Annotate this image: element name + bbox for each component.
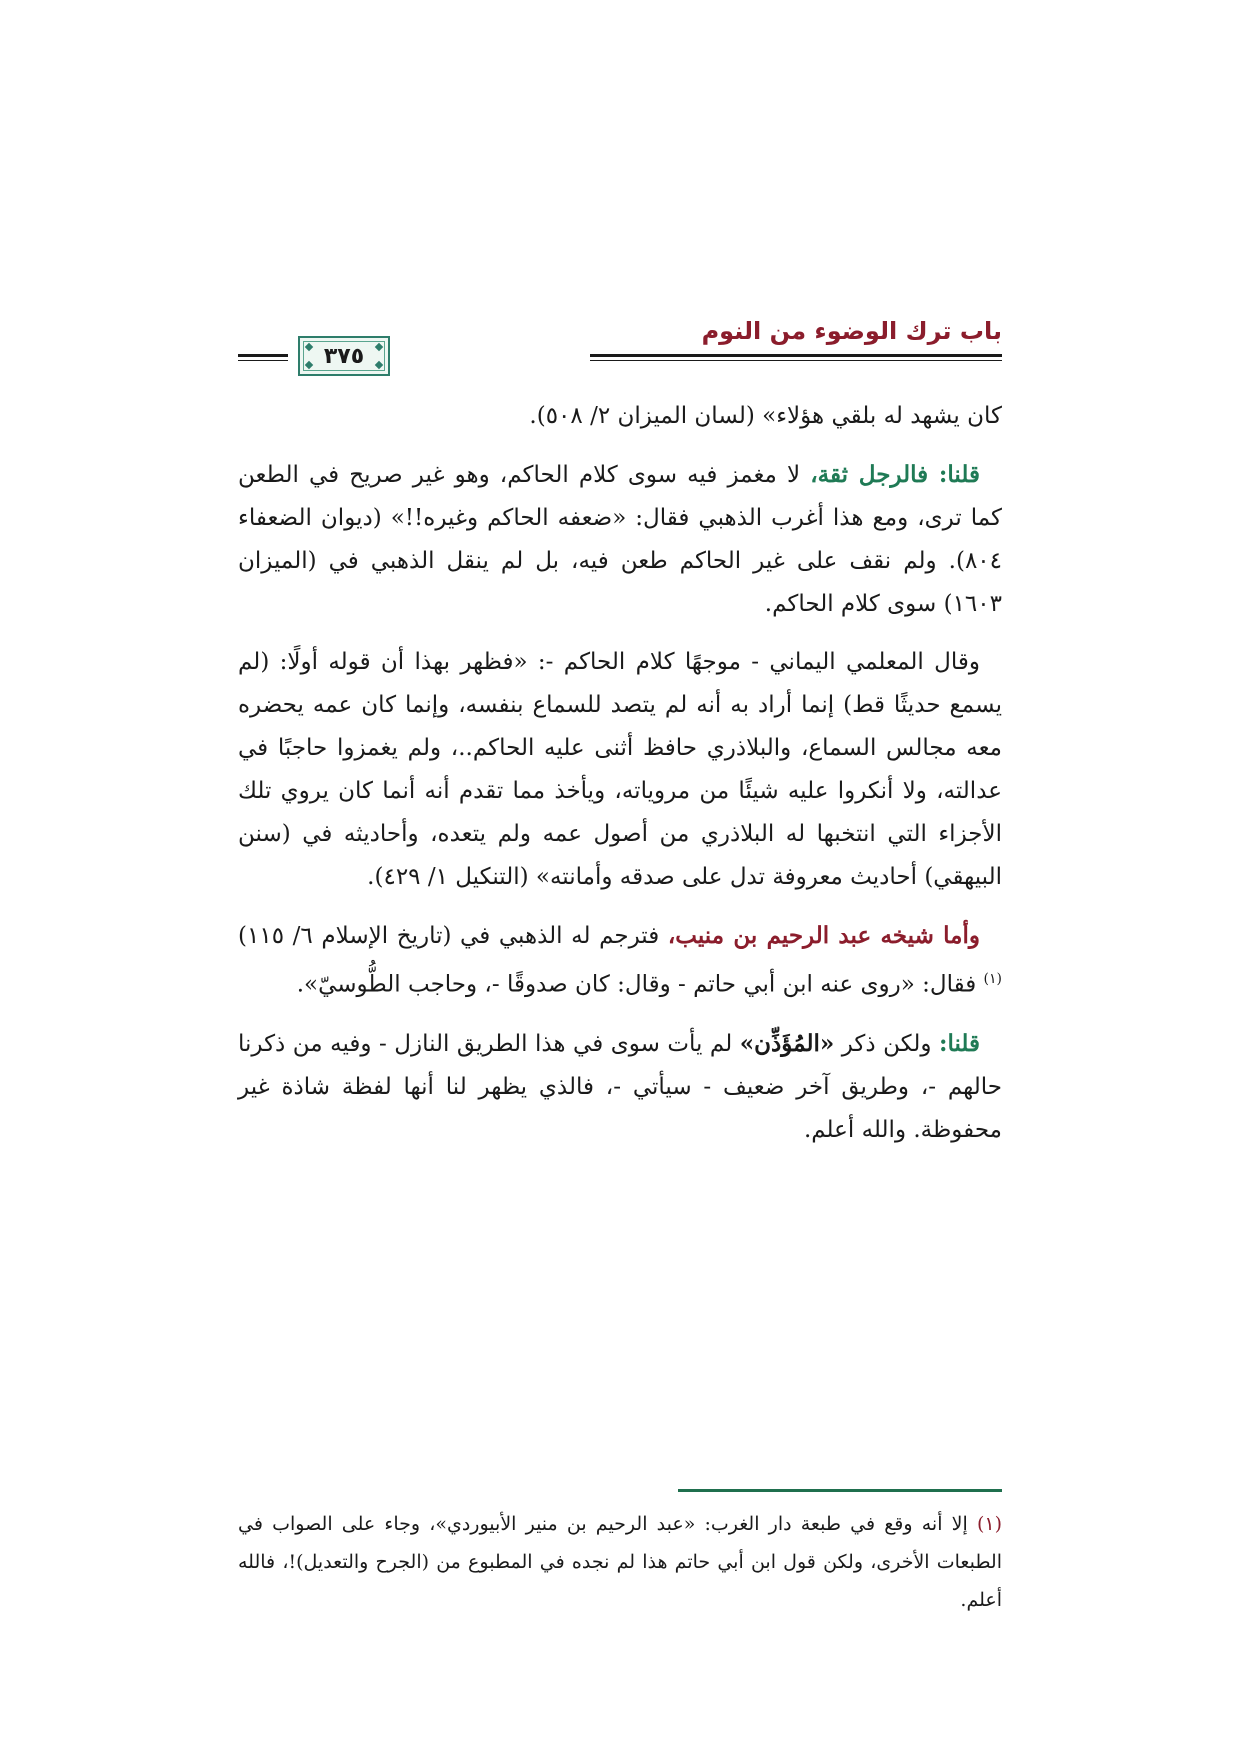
paragraph-4 <box>238 914 1002 1007</box>
page-number: ٣٧٥ <box>323 343 365 369</box>
paragraph-3-text: وقال المعلمي اليماني - موجهًا كلام الحاكم -: «فظهر بهذا أن قوله أولًا: (لم يسمع حديثًا قط) إنما أراد به أنه لم يتصد للسماع بنفسه، وإنما كان عمه يحضره معه مجالس السماع، والبلاذري حافظ أثنى عليه الحاكم..، ولم يغمزوا حاجبًا في عدالته، ولا أنكروا عليه شيئًا من مروياته، ويأخذ مما تقدم أنه أنما كان يروي تلك الأجزاء التي انتخبها له البلاذري من أصول عمه ولم يتعده، وأحاديثه في (سنن البيهقي) أحاديث معروفة تدل على صدقه وأمانته» (التنكيل ١/ ٤٢٩). <box>238 649 1002 890</box>
paragraph-5 <box>238 1022 1002 1152</box>
muadhdhin-term: «المُؤَذِّن» <box>739 1029 835 1057</box>
footnote-text: إلا أنه وقع في طبعة دار الغرب: «عبد الرحيم بن منير الأبيوردي»، وجاء على الصواب في الطبعات الأخرى، ولكن قول ابن أبي حاتم هذا لم نجده في المطبوع من (الجرح والتعديل)!، فالله أعلم. <box>238 1513 1002 1611</box>
chapter-title: باب ترك الوضوء من النوم <box>701 317 1002 345</box>
badge-ornament-icon <box>375 361 383 369</box>
qulna-label: قلنا: فالرجل ثقة، <box>810 461 980 488</box>
header-rule-right <box>590 354 1002 362</box>
page-number-badge <box>298 336 390 376</box>
header-rule-left <box>238 354 288 362</box>
paragraph-5-text-b: لم يأت سوى في هذا الطريق النازل - وفيه من ذكرنا حالهم -، وطريق آخر ضعيف - سيأتي -، فالذي يظهر لنا أنها لفظة شاذة غير محفوظة. والله أعلم. <box>238 1030 1002 1143</box>
footnote-marker: (١) <box>976 1513 1002 1535</box>
sheikh-label: وأما شيخه عبد الرحيم بن منيب، <box>667 922 980 949</box>
paragraph-1 <box>238 395 1002 438</box>
paragraph-2-text: لا مغمز فيه سوى كلام الحاكم، وهو غير صريح في الطعن كما ترى، ومع هذا أغرب الذهبي فقال: «ضعفه الحاكم وغيره!!» (ديوان الضعفاء ٨٠٤). ولم نقف على غير الحاكم طعن فيه، بل لم ينقل الذهبي في (الميزان ١٦٠٣) سوى كلام الحاكم. <box>238 462 1002 617</box>
badge-ornament-icon <box>305 361 313 369</box>
main-text <box>238 395 1002 1167</box>
paragraph-3 <box>238 641 1002 899</box>
footnote-reference[interactable]: (١) <box>983 971 1002 987</box>
badge-ornament-icon <box>305 343 313 351</box>
badge-ornament-icon <box>375 343 383 351</box>
paragraph-5-text-a: ولكن ذكر <box>834 1030 939 1057</box>
footnote-separator <box>678 1489 1002 1492</box>
footnote-1 <box>238 1505 1002 1619</box>
paragraph-4-text-a: فترجم له الذهبي في (تاريخ الإسلام ٦/ ١١٥) <box>238 923 668 949</box>
paragraph-1-text: كان يشهد له بلقي هؤلاء» (لسان الميزان ٢/ ٥٠٨). <box>529 403 1002 429</box>
qulna-label: قلنا: <box>938 1029 981 1057</box>
paragraph-4-text-b: فقال: «روى عنه ابن أبي حاتم - وقال: كان صدوقًا -، وحاجب الطُّوسيّ». <box>296 971 984 998</box>
running-header <box>238 316 1002 369</box>
paragraph-2 <box>238 453 1002 626</box>
